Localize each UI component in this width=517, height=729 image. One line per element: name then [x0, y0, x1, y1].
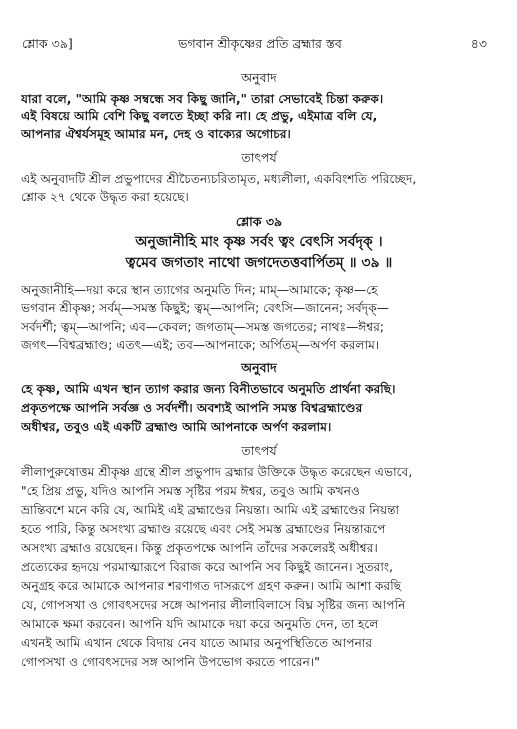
- prev-purport-line: এই অনুবাদটি শ্রীল প্রভুপাদের শ্রীচৈতন্যচরিতামৃত, মধ্যলীলা, একবিংশতি পরিচ্ছেদ,: [21, 172, 417, 186]
- purport-heading: তাৎপর্য: [241, 443, 277, 458]
- purport-line: অনুগ্রহ করে আমাকে আপনার শরণাগত দাসরূপে গ্রহণ করুন। আমি আশা করছি: [21, 579, 402, 593]
- purport-line: প্রত্যেকের হৃদয়ে পরমাত্মারূপে বিরাজ করে আপনি সব কিছুই জানেন। সুতরাং,: [21, 560, 394, 574]
- translation-heading: অনুবাদ: [241, 360, 277, 375]
- synonyms-line: সর্বদর্শী; ত্বম্—আপনি; এব—কেবল; জগতাম্—সমস্ত জগতের; নাথঃ—ঈশ্বর;: [21, 320, 385, 334]
- translation-line: প্রকৃতপক্ষে আপনি সর্বজ্ঞ ও সর্বদর্শী। অবশ্যই আপনি সমস্ত বিশ্বব্রহ্মাণ্ডের: [21, 401, 363, 415]
- translation-line: অধীশ্বর, তবুও এই একটি ব্রহ্মাণ্ড আমি আপনাকে অর্পণ করলাম।: [21, 420, 332, 434]
- prev-translation-line: যারা বলে, "আমি কৃষ্ণ সম্বন্ধে সব কিছু জানি," তারা সেভাবেই চিন্তা করুক।: [21, 92, 384, 106]
- prev-purport-line: শ্লোক ২৭ থেকে উদ্ধৃত করা হয়েছে।: [21, 190, 189, 204]
- purport-line: যে, গোপসখা ও গোবৎসদের সঙ্গে আপনার লীলাবিলাসে বিঘ্ন সৃষ্টির জন্য আপনি: [21, 598, 406, 612]
- synonyms-line: অনুজানীহি—দয়া করে স্থান ত্যাগের অনুমতি দিন; মাম্—আমাকে; কৃষ্ণ—হে: [21, 283, 378, 297]
- purport-line: হতে পারি, কিন্তু অসংখ্য ব্রহ্মাণ্ড রয়েছে এবং সেই সমস্ত ব্রহ্মাণ্ডের নিয়ন্তারূপে: [21, 522, 386, 536]
- running-head-verse: শ্লোক ৩৯]: [22, 36, 73, 51]
- purport-line: অসংখ্য ব্রহ্মাও রয়েছেন। কিন্তু প্রকৃতপক্ষে আপনি তাঁদের সকলেরই অধীশ্বর।: [21, 541, 378, 555]
- translation-line: হে কৃষ্ণ, আমি এখন স্থান ত্যাগ করার জন্য বিনীতভাবে অনুমতি প্রার্থনা করছি।: [21, 382, 396, 396]
- verse-heading: শ্লোক ৩৯: [235, 214, 283, 229]
- page-number: ৪৩: [470, 36, 487, 51]
- translation-heading-prev: অনুবাদ: [241, 70, 277, 85]
- synonyms-line: ভগবান শ্রীকৃষ্ণ; সর্বম্—সমস্ত কিছুই; ত্বম্—আপনি; বেৎসি—জানেন; সর্বদৃক্—: [21, 301, 389, 315]
- purport-heading-prev: তাৎপর্য: [241, 150, 277, 165]
- purport-line: আমাকে ক্ষমা করবেন। আপনি যদি আমাকে দয়া করে অনুমতি দেন, তা হলে: [21, 617, 379, 631]
- verse-line-2: ত্বমেব জগতাং নাথো জগদেতত্তবার্পিতম্ ॥ ৩৯ ॥: [125, 255, 393, 271]
- purport-line: এখনই আমি এখান থেকে বিদায় নেব যাতে আমার অনুপস্থিতিতে আপনার: [21, 636, 373, 650]
- verse-line-1: অনুজানীহি মাং কৃষ্ণ সর্বং ত্বং বেৎসি সর্বদৃক্ ।: [135, 234, 383, 250]
- purport-line: ভ্রান্তিবশে মনে করি যে, আমিই এই ব্রহ্মাণ্ডের নিয়ন্তা। আমি এই ব্রহ্মাণ্ডের নিয়ন্তা: [21, 503, 400, 517]
- prev-translation-line: আপনার ঐশ্বর্যসমূহ আমার মন, দেহ ও বাক্যের অগোচর।: [21, 127, 291, 141]
- purport-line: "হে প্রিয় প্রভু, যদিও আপনি সমস্ত সৃষ্টির পরম ঈশ্বর, তবুও আমি কখনও: [21, 484, 361, 498]
- purport-line: গোপসখা ও গোবৎসদের সঙ্গ আপনি উপভোগ করতে পারেন।": [21, 655, 320, 669]
- running-head-title: ভগবান শ্রীকৃষ্ণের প্রতি ব্রহ্মার স্তব: [178, 36, 342, 51]
- synonyms-line: জগৎ—বিশ্বব্রহ্মাণ্ড; এতৎ—এই; তব—আপনাকে; অর্পিতম্—অর্পণ করলাম।: [21, 338, 380, 352]
- prev-translation-line: এই বিষয়ে আমি বেশি কিছু বলতে ইচ্ছা করি না। হে প্রভু, এইমাত্র বলি যে,: [21, 109, 378, 123]
- purport-line: লীলাপুরুষোত্তম শ্রীকৃষ্ণ গ্রন্থে শ্রীল প্রভুপাদ ব্রহ্মার উক্তিকে উদ্ধৃত করেছেন এভাবে,: [21, 465, 413, 479]
